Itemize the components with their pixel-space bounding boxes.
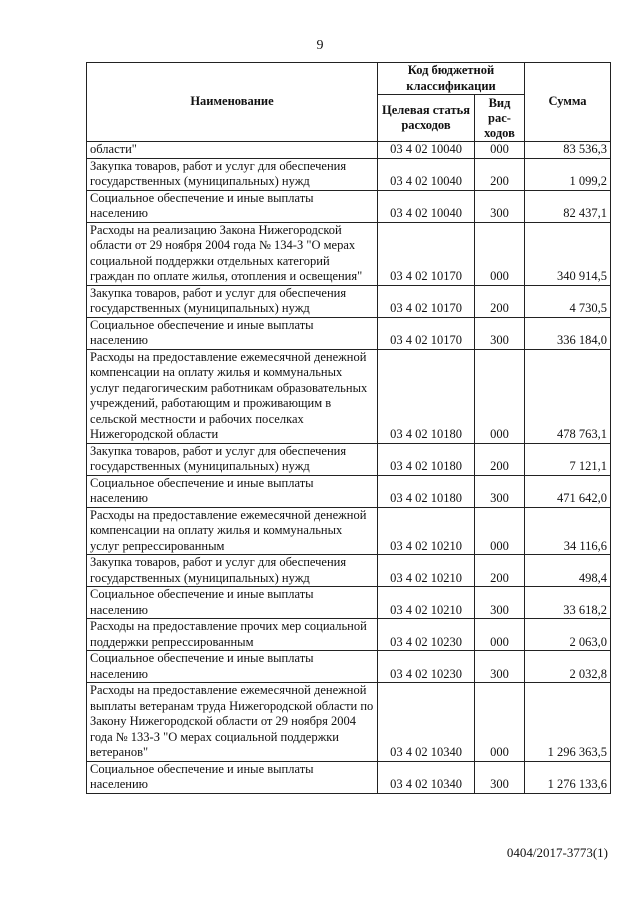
row-name: Расходы на реализацию Закона Нижегородской области от 29 ноября 2004 года № 134-З "О мерах социальной поддержки отдельных категорий граждан по оплате жилья, отопления и освещения" bbox=[87, 222, 378, 285]
header-expense-type: Вид рас- ходов bbox=[475, 95, 525, 142]
row-code: 03 4 02 10340 bbox=[378, 761, 475, 793]
row-sum: 34 116,6 bbox=[525, 507, 611, 555]
row-sum: 336 184,0 bbox=[525, 317, 611, 349]
row-sum: 2 063,0 bbox=[525, 619, 611, 651]
row-code: 03 4 02 10170 bbox=[378, 317, 475, 349]
table-row bbox=[87, 683, 611, 762]
table-row bbox=[87, 443, 611, 475]
row-kind: 200 bbox=[475, 443, 525, 475]
row-sum: 1 296 363,5 bbox=[525, 683, 611, 762]
row-sum: 478 763,1 bbox=[525, 349, 611, 443]
row-kind: 000 bbox=[475, 222, 525, 285]
row-code: 03 4 02 10170 bbox=[378, 285, 475, 317]
row-sum: 1 276 133,6 bbox=[525, 761, 611, 793]
row-sum: 1 099,2 bbox=[525, 158, 611, 190]
row-kind: 200 bbox=[475, 158, 525, 190]
header-name: Наименование bbox=[87, 63, 378, 142]
row-kind: 200 bbox=[475, 285, 525, 317]
table-row bbox=[87, 349, 611, 443]
table-row bbox=[87, 158, 611, 190]
table-row bbox=[87, 190, 611, 222]
document-id: 0404/2017-3773(1) bbox=[506, 845, 608, 860]
row-code: 03 4 02 10040 bbox=[378, 142, 475, 159]
row-code: 03 4 02 10040 bbox=[378, 190, 475, 222]
row-name: Закупка товаров, работ и услуг для обеспечения государственных (муниципальных) нужд bbox=[87, 158, 378, 190]
row-kind: 000 bbox=[475, 349, 525, 443]
row-sum: 4 730,5 bbox=[525, 285, 611, 317]
row-code: 03 4 02 10040 bbox=[378, 158, 475, 190]
table-body bbox=[87, 142, 611, 794]
row-kind: 300 bbox=[475, 317, 525, 349]
row-sum: 340 914,5 bbox=[525, 222, 611, 285]
table-row bbox=[87, 317, 611, 349]
table-row bbox=[87, 761, 611, 793]
row-name: Расходы на предоставление ежемесячной денежной компенсации на оплату жилья и коммунальных услуг репрессированным bbox=[87, 507, 378, 555]
row-kind: 000 bbox=[475, 142, 525, 159]
table-row bbox=[87, 475, 611, 507]
row-code: 03 4 02 10210 bbox=[378, 587, 475, 619]
row-name: Социальное обеспечение и иные выплаты населению bbox=[87, 475, 378, 507]
header-target-article: Целевая статья расходов bbox=[378, 95, 475, 142]
row-code: 03 4 02 10210 bbox=[378, 507, 475, 555]
row-kind: 000 bbox=[475, 619, 525, 651]
row-kind: 000 bbox=[475, 507, 525, 555]
table-row bbox=[87, 651, 611, 683]
row-code: 03 4 02 10230 bbox=[378, 651, 475, 683]
row-code: 03 4 02 10170 bbox=[378, 222, 475, 285]
row-kind: 300 bbox=[475, 651, 525, 683]
row-kind: 300 bbox=[475, 190, 525, 222]
row-code: 03 4 02 10180 bbox=[378, 443, 475, 475]
row-sum: 471 642,0 bbox=[525, 475, 611, 507]
table-row bbox=[87, 587, 611, 619]
row-code: 03 4 02 10180 bbox=[378, 475, 475, 507]
row-sum: 83 536,3 bbox=[525, 142, 611, 159]
table-row bbox=[87, 555, 611, 587]
table-row bbox=[87, 142, 611, 159]
row-name: Социальное обеспечение и иные выплаты населению bbox=[87, 317, 378, 349]
row-name: области" bbox=[87, 142, 378, 159]
row-name: Социальное обеспечение и иные выплаты населению bbox=[87, 587, 378, 619]
row-sum: 2 032,8 bbox=[525, 651, 611, 683]
row-kind: 300 bbox=[475, 761, 525, 793]
row-name: Закупка товаров, работ и услуг для обеспечения государственных (муниципальных) нужд bbox=[87, 285, 378, 317]
header-budget-code: Код бюджетной классификации bbox=[378, 63, 525, 95]
budget-table bbox=[86, 62, 611, 794]
row-kind: 300 bbox=[475, 475, 525, 507]
row-sum: 498,4 bbox=[525, 555, 611, 587]
row-code: 03 4 02 10180 bbox=[378, 349, 475, 443]
table-row bbox=[87, 619, 611, 651]
table-row bbox=[87, 507, 611, 555]
row-kind: 000 bbox=[475, 683, 525, 762]
table-row bbox=[87, 222, 611, 285]
row-sum: 33 618,2 bbox=[525, 587, 611, 619]
row-name: Расходы на предоставление прочих мер социальной поддержки репрессированным bbox=[87, 619, 378, 651]
row-code: 03 4 02 10230 bbox=[378, 619, 475, 651]
page-number: 9 bbox=[316, 38, 324, 53]
row-sum: 7 121,1 bbox=[525, 443, 611, 475]
row-kind: 200 bbox=[475, 555, 525, 587]
row-code: 03 4 02 10210 bbox=[378, 555, 475, 587]
row-code: 03 4 02 10340 bbox=[378, 683, 475, 762]
row-name: Расходы на предоставление ежемесячной денежной компенсации на оплату жилья и коммунальных услуг педагогическим работникам образовательных учреждений, работающим и проживающим в сельской местности и рабочих поселках Нижегородской области bbox=[87, 349, 378, 443]
row-name: Социальное обеспечение и иные выплаты населению bbox=[87, 651, 378, 683]
row-kind: 300 bbox=[475, 587, 525, 619]
header-amount: Сумма bbox=[525, 63, 611, 142]
row-name: Социальное обеспечение и иные выплаты населению bbox=[87, 761, 378, 793]
table-row bbox=[87, 285, 611, 317]
row-name: Социальное обеспечение и иные выплаты населению bbox=[87, 190, 378, 222]
row-name: Закупка товаров, работ и услуг для обеспечения государственных (муниципальных) нужд bbox=[87, 555, 378, 587]
row-sum: 82 437,1 bbox=[525, 190, 611, 222]
row-name: Закупка товаров, работ и услуг для обеспечения государственных (муниципальных) нужд bbox=[87, 443, 378, 475]
row-name: Расходы на предоставление ежемесячной денежной выплаты ветеранам труда Нижегородской области по Закону Нижегородской области от 29 ноября 2004 года № 133-З "О мерах социальной поддержки ветеранов" bbox=[87, 683, 378, 762]
